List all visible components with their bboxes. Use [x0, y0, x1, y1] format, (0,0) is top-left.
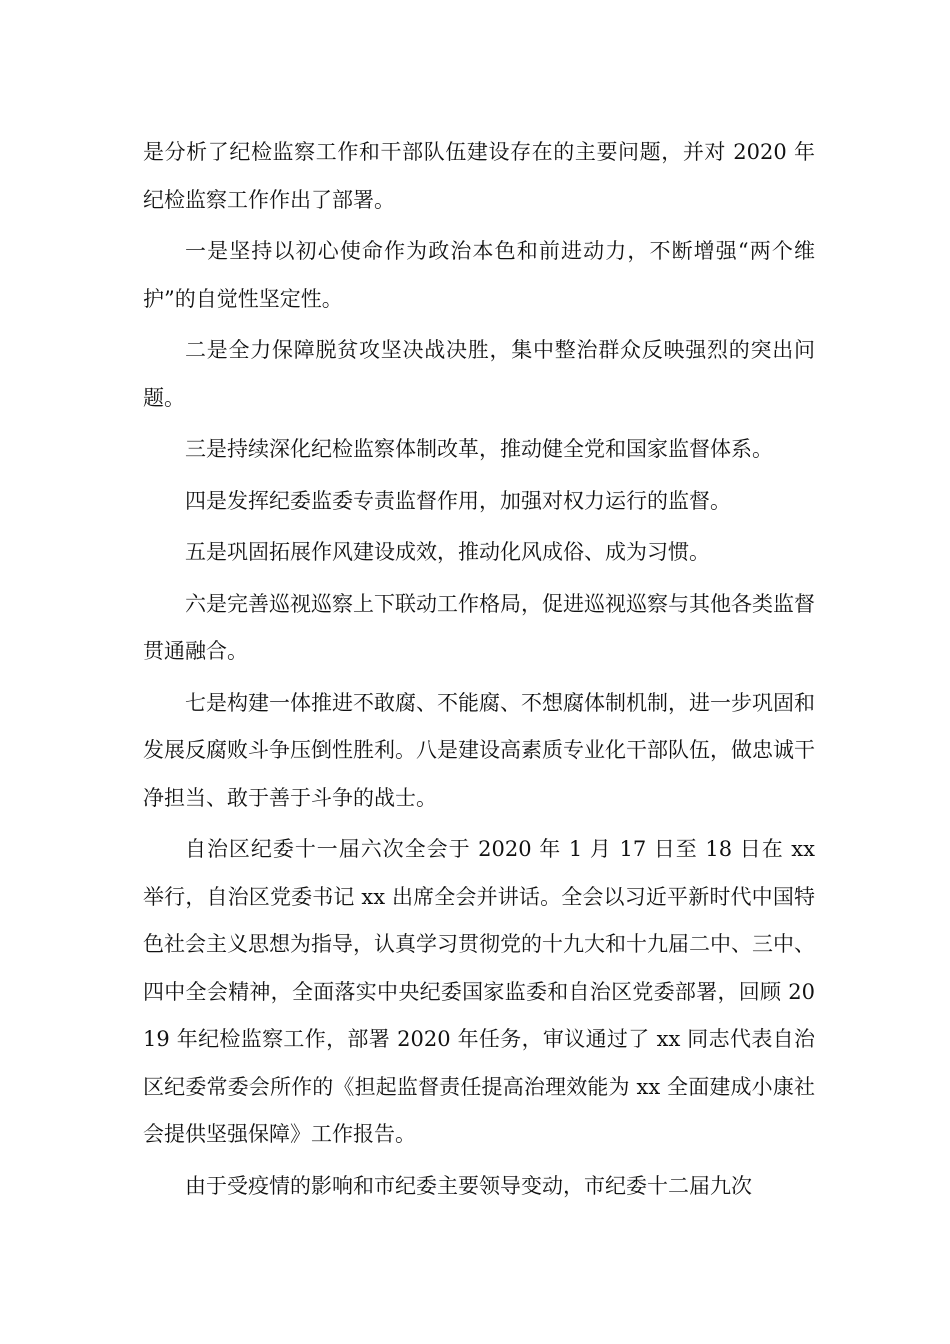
paragraph-continuation: 是分析了纪检监察工作和干部队伍建设存在的主要问题，并对 2020 年纪检监察工作作出了部署。 [143, 140, 815, 212]
paragraph-epidemic-impact: 由于受疫情的影响和市纪委主要领导变动，市纪委十二届九次 [185, 1173, 752, 1198]
paragraph-point-seven-eight: 七是构建一体推进不敢腐、不能腐、不想腐体制机制，进一步巩固和发展反腐败斗争压倒性胜利。八是建设高素质专业化干部队伍，做忠诚干净担当、敢于善于斗争的战士。 [143, 690, 815, 810]
paragraph-point-three: 三是持续深化纪检监察体制改革，推动健全党和国家监督体系。 [185, 437, 773, 461]
paragraph-point-five: 五是巩固拓展作风建设成效，推动化风成俗、成为习惯。 [185, 540, 710, 564]
document-body [143, 129, 815, 1214]
paragraph-plenary-session: 自治区纪委十一届六次全会于 2020 年 1 月 17 日至 18 日在 xx 举行，自治区党委书记 xx 出席全会并讲话。全会以习近平新时代中国特色社会主义思想为指导，认真学习贯彻党的十九大和十九届二中、三中、四中全会精神，全面落实中央纪委国家监委和自治区党委部署，回顾 2019 年纪检监察工作，部署 2020 年任务，审议通过了 xx 同志代表自治区纪委常委会所作的《担起监督责任提高治理效能为 xx 全面建成小康社会提供坚强保障》工作报告。 [143, 837, 815, 1146]
paragraph-point-one: 一是坚持以初心使命作为政治本色和前进动力，不断增强“两个维护”的自觉性坚定性。 [143, 239, 815, 311]
paragraph-point-four: 四是发挥纪委监委专责监督作用，加强对权力运行的监督。 [185, 488, 731, 513]
paragraph-point-six: 六是完善巡视巡察上下联动工作格局，促进巡视巡察与其他各类监督贯通融合。 [143, 591, 815, 663]
paragraph-point-two: 二是全力保障脱贫攻坚决战决胜，集中整治群众反映强烈的突出问题。 [143, 338, 815, 410]
